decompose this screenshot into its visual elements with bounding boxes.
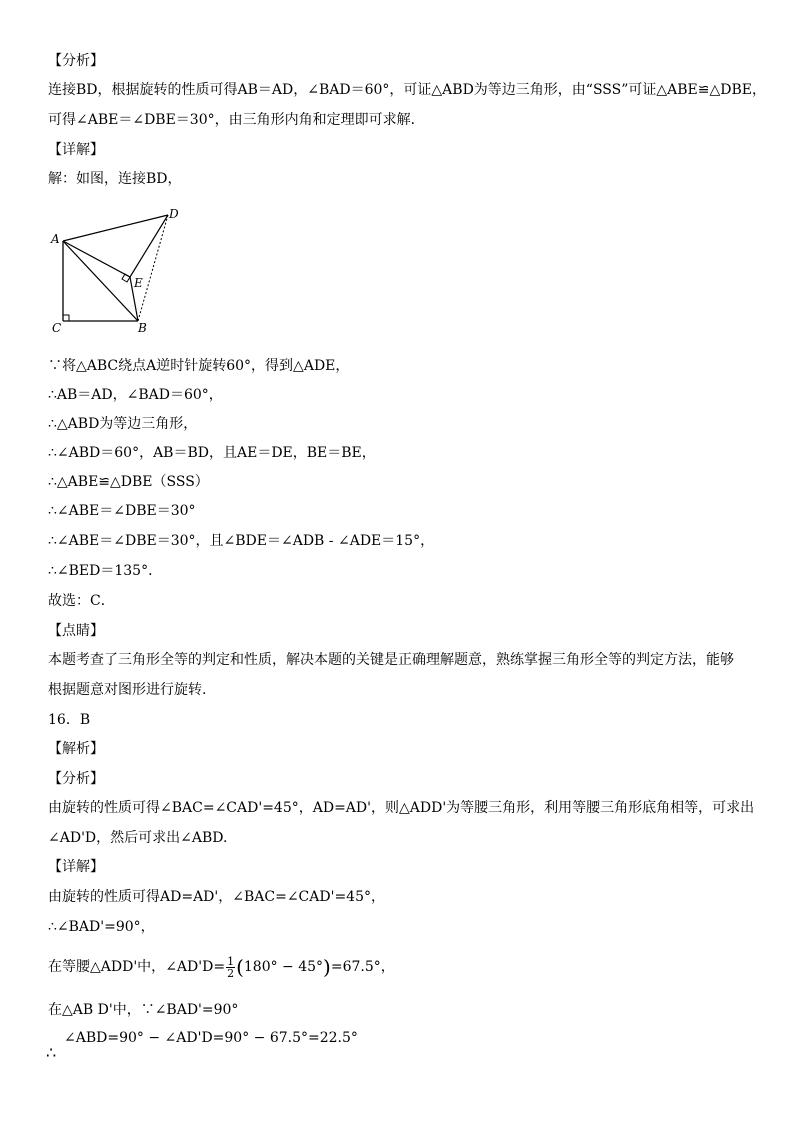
fraction-one-half <box>226 956 235 979</box>
segment-ae <box>63 241 130 277</box>
geometry-figure <box>48 205 188 335</box>
answer-choice: 故选：C． <box>48 593 115 609</box>
label-e: E <box>134 276 143 290</box>
analysis-text-3: 由旋转的性质可得∠BAC=∠CAD'=45°，AD=AD'，则△ADD'为等腰三角形，利用等腰三角形底角相等，可求出 <box>48 800 755 816</box>
analysis-text-2: 可得∠ABE＝∠DBE＝30°，由三角形内角和定理即可求解． <box>48 112 425 128</box>
heading-analysis-2: 【分析】 <box>48 771 104 787</box>
proof-line-6: ∴∠ABE＝∠DBE＝30° <box>48 503 196 519</box>
equation-lhs: ∠AD'D= <box>165 959 226 975</box>
segment-ad <box>63 215 168 241</box>
geometry-figure-svg <box>48 205 188 335</box>
left-paren: ( <box>236 955 244 979</box>
proof-line-2: ∴AB＝AD，∠BAD＝60°， <box>48 387 223 403</box>
proof-line-8: ∴∠BED＝135°． <box>48 563 163 579</box>
heading-detail-2: 【详解】 <box>48 859 104 875</box>
proof-line-7: ∴∠ABE＝∠DBE＝30°，且∠BDE＝∠ADB - ∠ADE＝15°， <box>48 533 435 549</box>
comment-text-2: 根据题意对图形进行旋转. <box>48 682 207 698</box>
detail-line-3: 在△AB D'中，∵∠BAD'=90° <box>48 1002 239 1018</box>
detail-equation-line <box>48 952 760 982</box>
proof-line-1: ∵将△ABC绕点A逆时针旋转60°，得到△ADE， <box>48 358 350 374</box>
question-16-answer: 16．B <box>48 712 91 728</box>
heading-comment: 【点睛】 <box>48 623 104 639</box>
detail-line-4: ∠ABD=90° − ∠AD'D=90° − 67.5°=22.5° <box>64 1030 358 1046</box>
heading-detail: 【详解】 <box>48 142 104 158</box>
label-b: B <box>138 321 147 335</box>
proof-line-5: ∴△ABE≌△DBE（SSS） <box>48 474 209 490</box>
equation-rhs: =67.5°， <box>330 959 395 975</box>
label-d: D <box>169 207 179 221</box>
equation-prefix: 在等腰△ADD'中， <box>48 959 166 975</box>
fraction-numerator: 1 <box>227 954 235 968</box>
solution-intro: 解：如图，连接BD， <box>48 171 182 187</box>
segment-bd-dashed <box>138 215 168 321</box>
comment-text-1: 本题考查了三角形全等的判定和性质，解决本题的关键是正确理解题意，熟练掌握三角形全等的判定方法，能够 <box>48 652 734 668</box>
detail-line-2: ∴∠BAD'=90°， <box>48 919 155 935</box>
analysis-text-1: 连接BD，根据旋转的性质可得AB＝AD，∠BAD＝60°，可证△ABD为等边三角形，由“SSS”可证△ABE≌△DBE， <box>48 82 767 98</box>
proof-line-4: ∴∠ABD＝60°，AB＝BD，且AE＝DE，BE＝BE， <box>48 445 376 461</box>
therefore-symbol: ∴ <box>46 1043 57 1062</box>
analysis-text-4: ∠AD'D，然后可求出∠ABD. <box>48 830 228 846</box>
proof-line-3: ∴△ABD为等边三角形， <box>48 416 198 432</box>
heading-analysis: 【分析】 <box>48 53 104 69</box>
right-angle-mark-c <box>63 315 69 321</box>
segment-de <box>130 215 168 277</box>
segment-ab <box>63 241 138 321</box>
label-a: A <box>51 232 60 246</box>
equation-inner: 180° − 45° <box>243 959 324 975</box>
heading-explanation: 【解析】 <box>48 741 104 757</box>
label-c: C <box>52 321 62 335</box>
detail-line-1: 由旋转的性质可得AD=AD'，∠BAC=∠CAD'=45°， <box>48 889 385 905</box>
right-paren: ) <box>323 955 331 979</box>
fraction-denominator: 2 <box>227 966 235 980</box>
